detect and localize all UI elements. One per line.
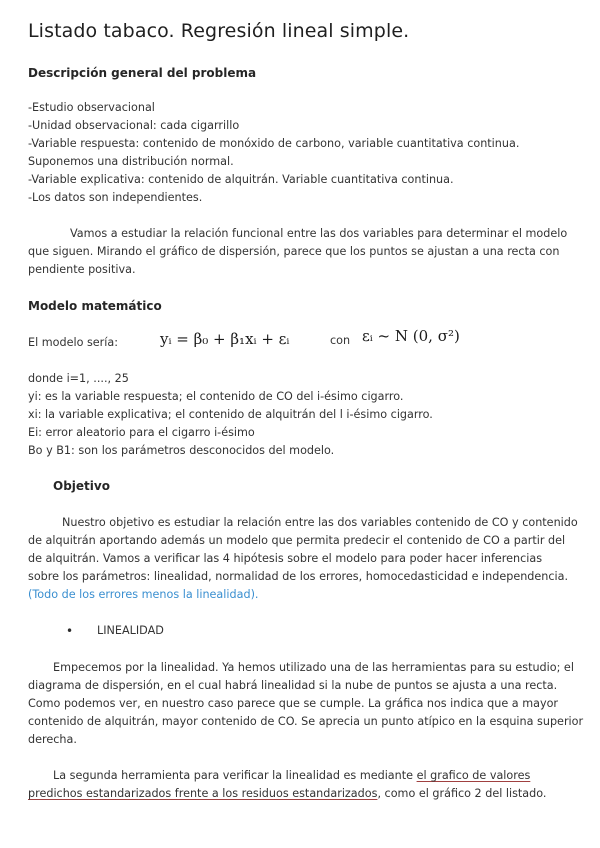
paragraph-linealidad-line: contenido de alquitrán, mayor contenido de CO. Se aprecia un punto atípico en la esquina superior — [28, 715, 584, 728]
paragraph-objective-line: sobre los parámetros: linealidad, normalidad de los errores, homocedasticidad e independencia. — [28, 570, 569, 583]
definition-line: yi: es la variable respuesta; el contenido de CO del i-ésimo cigarro. — [28, 390, 404, 403]
model-label: El modelo sería: — [28, 336, 119, 349]
error-distribution: εᵢ ~ N (0, σ²) — [362, 327, 460, 345]
paragraph-last-line — [53, 767, 530, 785]
bullet-line: -Los datos son independientes. — [28, 191, 203, 204]
underlined-reference: predichos estandarizados frente a los residuos estandarizados — [28, 787, 378, 800]
paragraph-last-line — [28, 785, 546, 803]
heading-objective: Objetivo — [53, 479, 110, 493]
bullet-line: -Estudio observacional — [28, 101, 155, 114]
bullet-line: -Variable respuesta: contenido de monóxido de carbono, variable cuantitativa continua. — [28, 137, 520, 150]
bullet-dot-icon: • — [66, 624, 74, 638]
paragraph-intro-line: pendiente positiva. — [28, 263, 136, 276]
formula-con: con — [330, 334, 351, 347]
paragraph-intro-line: Vamos a estudiar la relación funcional entre las dos variables para determinar el modelo — [70, 227, 568, 240]
underlined-reference: el grafico de valores — [416, 769, 531, 782]
bullet-line: -Variable explicativa: contenido de alquitrán. Variable cuantitativa continua. — [28, 173, 454, 186]
paragraph-objective-line: de alquitrán. Vamos a verificar las 4 hipótesis sobre el modelo para poder hacer inferencias — [28, 552, 543, 565]
paragraph-objective-line: de alquitrán aportando además un modelo que permita predecir el contenido de CO a partir del — [28, 534, 566, 547]
bullet-line: Suponemos una distribución normal. — [28, 155, 234, 168]
definition-line: Ei: error aleatorio para el cigarro i-ésimo — [28, 426, 255, 439]
heading-linealidad: LINEALIDAD — [97, 624, 164, 637]
paragraph-linealidad-line: Como podemos ver, en nuestro caso parece que se cumple. La gráfica nos indica que a mayor — [28, 697, 559, 710]
bullet-line: -Unidad observacional: cada cigarrillo — [28, 119, 240, 132]
paragraph-linealidad-line: Empecemos por la linealidad. Ya hemos utilizado una de las herramientas para su estudio; el — [53, 661, 574, 674]
paragraph-last-text: , como el gráfico 2 del listado. — [377, 787, 547, 800]
heading-general-description: Descripción general del problema — [28, 66, 257, 80]
definition-line: donde i=1, ...., 25 — [28, 372, 129, 385]
paragraph-linealidad-line: derecha. — [28, 733, 77, 746]
definition-line: xi: la variable explicativa; el contenido de alquitrán del l i-ésimo cigarro. — [28, 408, 433, 421]
paragraph-last-text: La segunda herramienta para verificar la linealidad es mediante — [53, 769, 417, 782]
page-title: Listado tabaco. Regresión lineal simple. — [28, 20, 410, 42]
paragraph-intro-line: que siguen. Mirando el gráfico de dispersión, parece que los puntos se ajustan a una recta con — [28, 245, 560, 258]
definition-line: Bo y B1: son los parámetros desconocidos del modelo. — [28, 444, 335, 457]
paragraph-linealidad-line: diagrama de dispersión, en el cual habrá linealidad si la nube de puntos se ajusta a una recta. — [28, 679, 558, 692]
heading-math-model: Modelo matemático — [28, 299, 162, 313]
note-errors: (Todo de los errores menos la linealidad). — [28, 588, 259, 601]
paragraph-objective-line: Nuestro objetivo es estudiar la relación entre las dos variables contenido de CO y contenido — [62, 516, 578, 529]
model-formula: yᵢ = β₀ + β₁xᵢ + εᵢ — [160, 330, 290, 348]
